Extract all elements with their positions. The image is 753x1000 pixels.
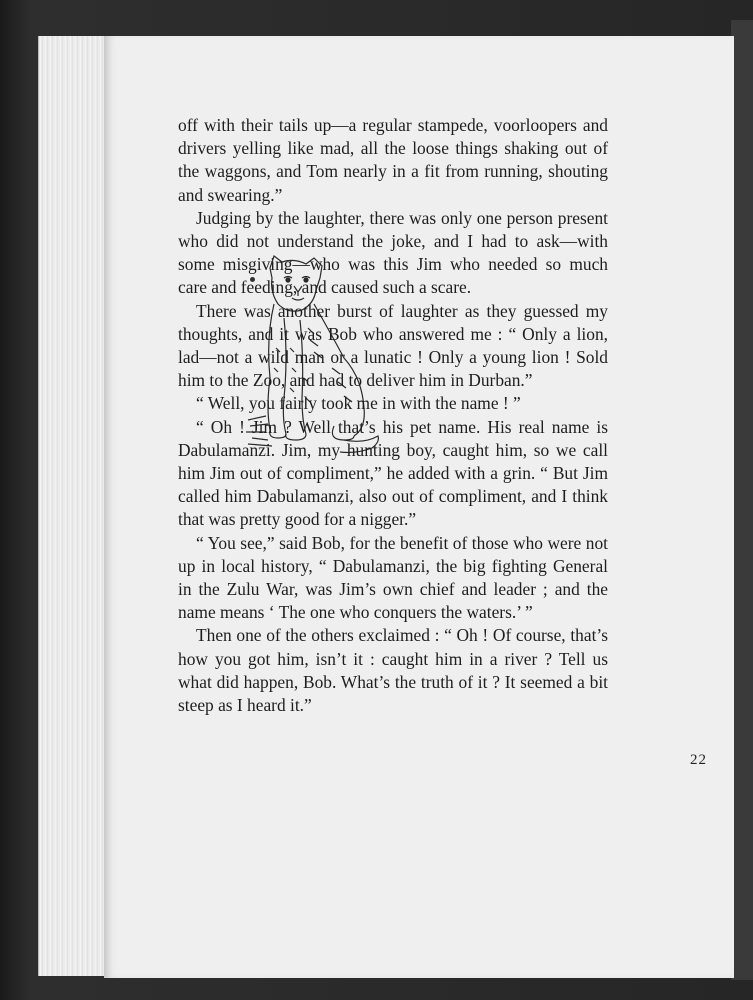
paragraph: Then one of the others exclaimed : “ Oh ! Of course, that’s how you got him, isn’t it : caught him in a river ? Tell us what did happen, Bob. What’s the truth of it ? It seemed a bit steep as I heard it.”: [178, 625, 608, 716]
paragraph: “ Oh ! Jim ? Well that’s his pet name. His real name is Dabulamanzi. Jim, my hunting boy, caught him, so we call him Jim out of compliment,” he added with a grin. “ But Jim called him Dabulamanzi, also out of compliment, and I think that was pretty good for a nigger.”: [178, 416, 608, 530]
page-number: 22: [690, 752, 707, 768]
paragraph: There was another burst of laughter as they guessed my thoughts, and it was Bob who answered me : “ Only a lion, lad—not a wild man or a lunatic ! Only a young lion ! Sold him to the Zoo, and had to deliver him in Durban.”: [178, 300, 608, 391]
paragraph: Judging by the laughter, there was only one person present who did not understand the joke, and I had to ask—with some misgiving—who was this Jim who needed so much care and feeding, and caused such a scare.: [178, 207, 608, 298]
page-edges: [38, 36, 109, 976]
paragraph: “ Well, you fairly took me in with the name ! ”: [196, 393, 521, 414]
paragraph: off with their tails up—a regular stampede, voorloopers and drivers yelling like mad, all the loose things shaking out of the waggons, and Tom nearly in a fit from running, shouting and swearing.”: [178, 115, 608, 205]
paragraph: “ You see,” said Bob, for the benefit of those who were not up in local history, “ Dabulamanzi, the big fighting General in the Zulu War, was Jim’s own chief and leader ; and the name means ‘ The one who conquers the waters.’ ”: [178, 532, 608, 623]
body-text: [178, 114, 608, 717]
book-cover-edge: [731, 20, 753, 980]
